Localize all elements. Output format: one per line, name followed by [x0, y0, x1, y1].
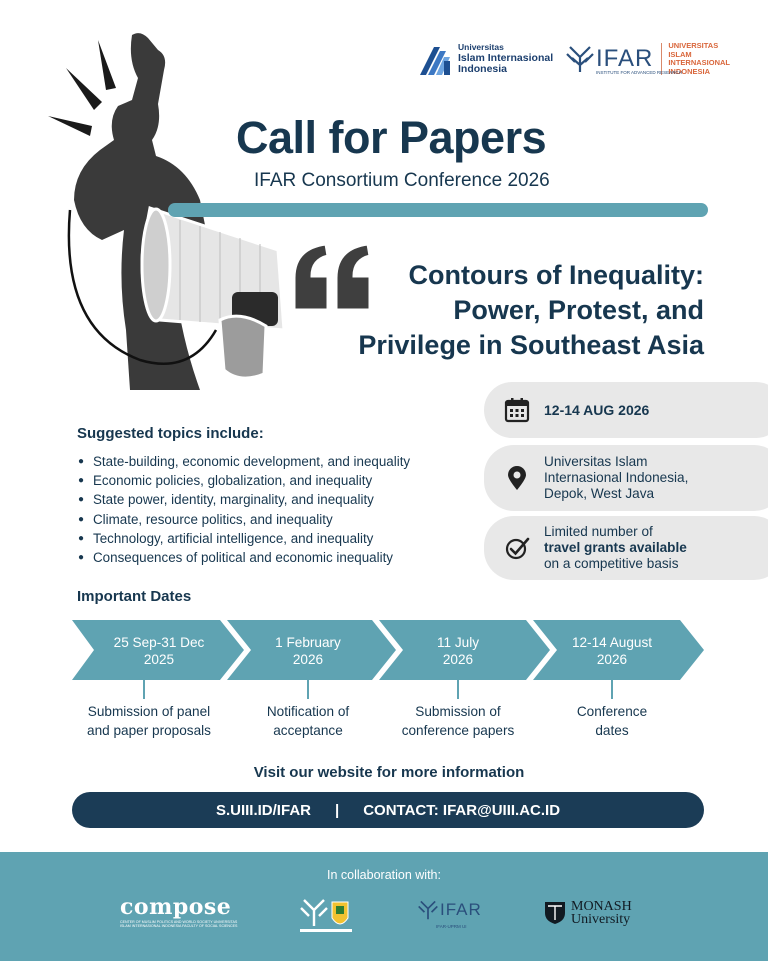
step1-date-line1: 25 Sep-31 Dec — [113, 635, 205, 650]
uii-logo — [420, 42, 553, 75]
university-indonesia-logo — [298, 896, 354, 936]
ifar-uni-line3: INTERNASIONAL — [668, 58, 731, 67]
timeline-step-description — [74, 702, 224, 740]
timeline-step-description — [238, 702, 378, 740]
timeline-step-description — [546, 702, 678, 740]
travel-grant-card — [484, 516, 768, 580]
venue-text — [544, 454, 688, 502]
compose-logo — [120, 894, 238, 928]
step2-date-line1: 1 February — [275, 635, 341, 650]
list-item: ● Technology, artificial intelligence, and inequality — [78, 529, 478, 548]
ifar-uni-line4: INDONESIA — [668, 66, 711, 76]
compose-logo-fine-print: CENTER OF MUSLIM POLITICS AND WORLD SOCIETY UNIVERSITAS ISLAM INTERNASIONAL INDONESIA FACULTY OF SOCIAL SCIENCES — [120, 920, 238, 928]
conference-subtitle: IFAR Consortium Conference 2026 — [254, 170, 550, 191]
conference-theme — [358, 258, 704, 363]
ifar-footer-word: IFAR — [440, 900, 482, 919]
topic-text: Climate, resource politics, and inequality — [93, 511, 333, 527]
decorative-bar — [168, 203, 708, 217]
step3-desc-line1: Submission of — [415, 704, 501, 719]
step4-date-line1: 12-14 August — [571, 635, 653, 650]
uii-logo-line1: Universitas — [458, 42, 504, 52]
checkmark-circle-icon — [504, 535, 530, 561]
topic-text: Technology, artificial intelligence, and inequality — [93, 530, 374, 546]
page-title: Call for Papers — [236, 112, 547, 163]
ifar-uni-line2: ISLAM — [668, 49, 692, 59]
theme-line1: Contours of Inequality: — [408, 260, 704, 290]
date-card — [484, 382, 768, 438]
calendar-icon — [504, 397, 530, 423]
timeline-step-date — [552, 634, 672, 668]
step3-desc-line2: conference papers — [401, 723, 515, 738]
ifar-logo-tagline: INSTITUTE FOR ADVANCED RESEARCH — [596, 70, 682, 75]
list-item: ● State power, identity, marginality, and inequality — [78, 490, 478, 509]
monash-shield-icon — [544, 901, 566, 925]
timeline-tick — [143, 679, 145, 699]
step2-desc-line1: Notification of — [266, 704, 350, 719]
footer — [0, 852, 768, 961]
monash-line2: University — [571, 912, 631, 927]
important-dates-heading: Important Dates — [77, 588, 192, 605]
ifar-leaf-icon — [418, 900, 438, 920]
step3-date-line2: 2026 — [442, 652, 474, 667]
ifar-footer-sub: IFAR-UPRM UI — [436, 924, 467, 929]
topic-text: State power, identity, marginality, and inequality — [93, 492, 374, 508]
grant-text — [544, 524, 687, 572]
event-date: 12-14 AUG 2026 — [544, 402, 650, 418]
step1-desc-line2: and paper proposals — [87, 723, 211, 738]
contact-divider: | — [334, 801, 340, 819]
topics-list — [78, 452, 478, 567]
ifar-logo-word: IFAR — [596, 45, 654, 72]
topic-text: Economic policies, globalization, and inequality — [93, 473, 373, 489]
timeline-tick — [457, 679, 459, 699]
ifar-leaf-icon — [566, 45, 594, 73]
topic-text: Consequences of political and economic inequality — [93, 550, 393, 566]
step3-date-line1: 11 July — [436, 635, 480, 650]
grant-line1: Limited number of — [544, 524, 653, 539]
grant-line3: on a competitive basis — [544, 556, 679, 571]
step1-date-line2: 2025 — [143, 652, 175, 667]
burst-lines-icon — [48, 40, 116, 136]
collaboration-heading: In collaboration with: — [327, 868, 441, 882]
venue-line3: Depok, West Java — [544, 486, 655, 501]
theme-line2: Power, Protest, and — [453, 295, 704, 325]
header-logos — [420, 38, 750, 82]
website-link[interactable]: S.UIII.ID/IFAR — [215, 801, 311, 819]
contact-email-link[interactable]: CONTACT: IFAR@UIII.AC.ID — [363, 801, 561, 819]
list-item: ● Economic policies, globalization, and inequality — [78, 471, 478, 490]
venue-line1: Universitas Islam — [544, 454, 648, 469]
ifar-uni-line1: UNIVERSITAS — [668, 41, 719, 50]
location-pin-icon — [504, 465, 530, 491]
step2-date-line2: 2026 — [292, 652, 324, 667]
timeline-tick — [307, 679, 309, 699]
list-item: ● State-building, economic development, and inequality — [78, 452, 478, 471]
step2-desc-line2: acceptance — [273, 723, 343, 738]
contact-bar — [72, 792, 704, 828]
monash-logo — [544, 900, 632, 926]
step4-date-line2: 2026 — [596, 652, 628, 667]
uii-bars-icon — [420, 43, 452, 75]
venue-line2: Internasional Indonesia, — [544, 470, 689, 485]
ifar-logo — [566, 42, 730, 76]
list-item: ● Climate, resource politics, and inequality — [78, 510, 478, 529]
timeline-step-description — [382, 702, 534, 740]
topic-text: State-building, economic development, and inequality — [93, 454, 411, 469]
list-item: ● Consequences of political and economic inequality — [78, 548, 478, 567]
timeline-step-date — [398, 634, 518, 668]
timeline-step-date — [94, 634, 224, 668]
step4-desc-line1: Conference — [576, 704, 648, 719]
step1-desc-line1: Submission of panel — [87, 704, 211, 719]
topics-heading: Suggested topics include: — [77, 425, 264, 442]
step4-desc-line2: dates — [595, 723, 629, 738]
uii-logo-line2: Islam Internasional — [458, 52, 554, 64]
venue-card — [484, 445, 768, 511]
monash-line1: MONASH — [571, 899, 632, 914]
ifar-uprm-logo — [418, 900, 482, 929]
grant-line2: travel grants available — [544, 540, 687, 555]
compose-logo-word: compose — [120, 894, 232, 920]
theme-line3: Privilege in Southeast Asia — [358, 330, 704, 360]
timeline-tick — [611, 679, 613, 699]
timeline-step-date — [248, 634, 368, 668]
uii-logo-line3: Indonesia — [458, 63, 508, 75]
visit-website-text: Visit our website for more information — [253, 764, 525, 781]
